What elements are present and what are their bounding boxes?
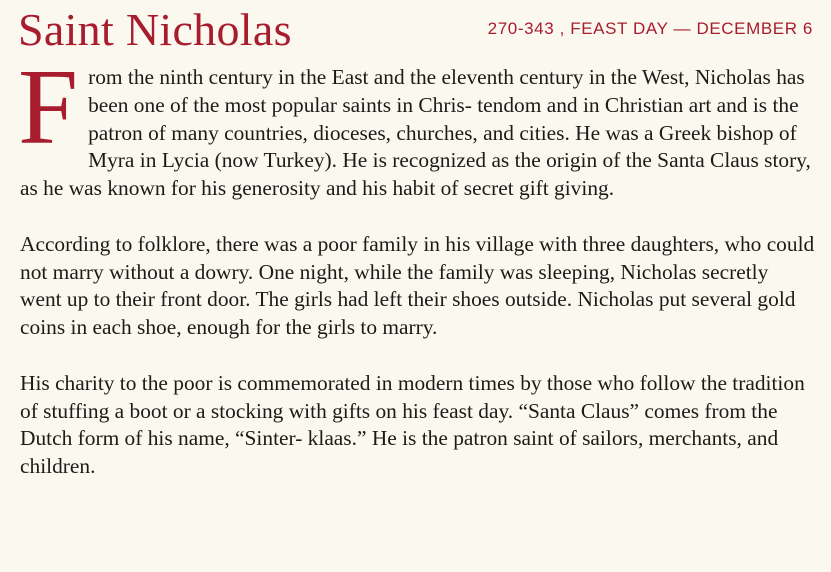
- paragraph-2: According to folklore, there was a poor family in his village with three daughters, who could not marry without a dowry. One night, while the family was sleeping, Nicholas secretly went up to their front door. The girls had left their shoes outside. Nicholas put several gold coins in each shoe, enough for the girls to marry.: [20, 231, 815, 340]
- page-title: Saint Nicholas: [18, 4, 292, 55]
- paragraph-3: His charity to the poor is commemorated in modern times by those who follow the tradition of stuffing a boot or a stocking with gifts on his feast day. “Santa Claus” comes from the Dutch form of his name, “Sinter- klaas.” He is the patron saint of sailors, merchants, and children.: [20, 370, 805, 479]
- paragraph-1: [18, 48, 815, 203]
- drop-cap: F: [18, 48, 79, 167]
- paragraph-1-text: rom the ninth century in the East and the eleventh century in the West, Nicholas has been one of the most popular saints in Chris- tendom and in Christian art and is the patron of many countries, dioceses, churches, and cities. He was a Greek bishop of Myra in Lycia (now Turkey). He is recognized as the origin of the Santa Claus story, as he was known for his generosity and his habit of secret gift giving.: [20, 65, 811, 201]
- feast-day-dates: 270-343 , FEAST DAY — DECEMBER 6: [487, 19, 813, 38]
- article-body: [18, 48, 815, 481]
